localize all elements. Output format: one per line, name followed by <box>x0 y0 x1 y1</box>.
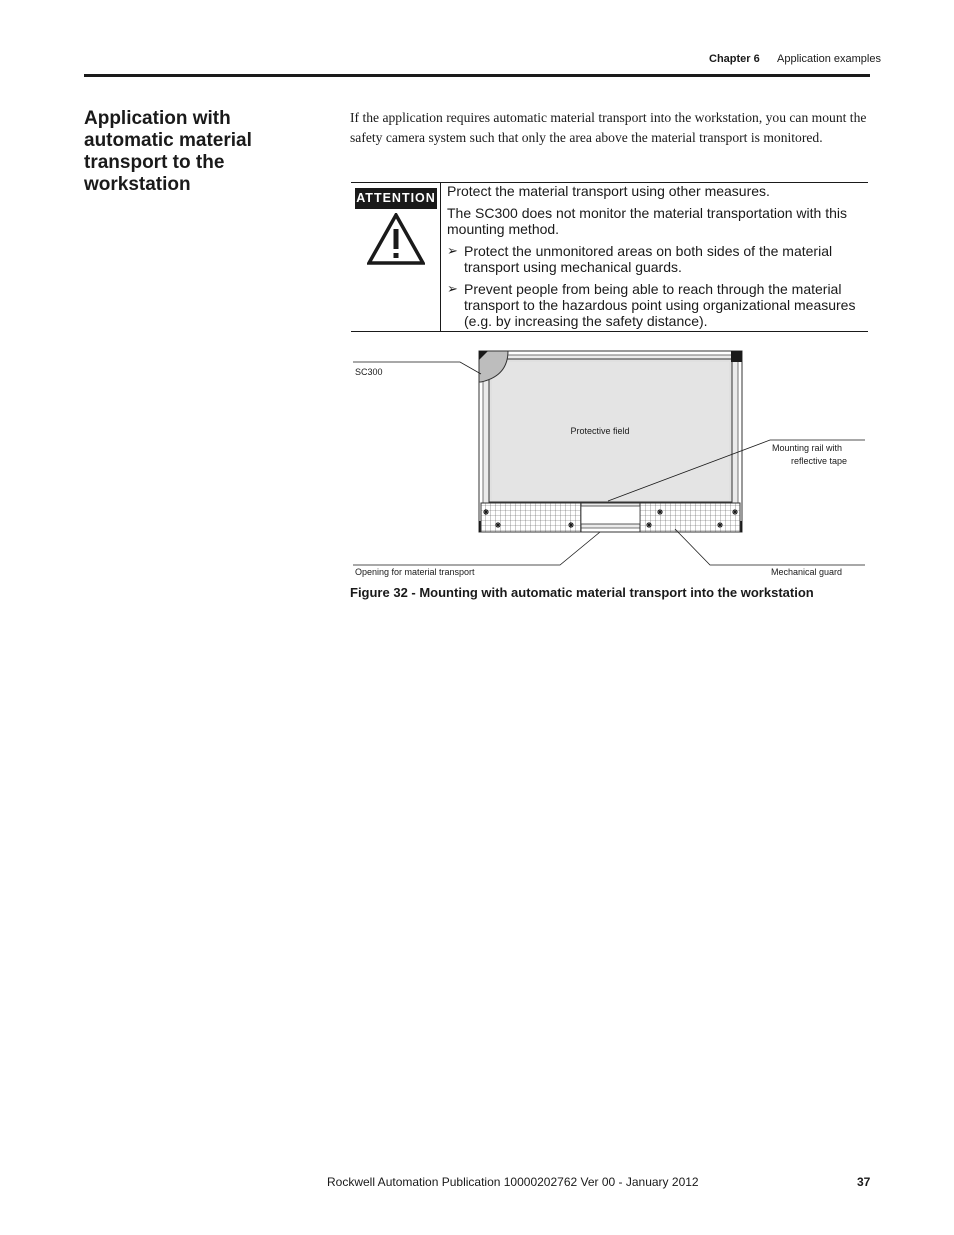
arrow-bullet-icon: ➢ <box>447 243 458 258</box>
section-label: Application examples <box>777 53 881 65</box>
warning-triangle-icon <box>367 213 425 270</box>
attention-divider <box>440 183 441 331</box>
page-number: 37 <box>857 1175 871 1189</box>
material-opening <box>581 506 640 524</box>
header-rule <box>84 74 870 77</box>
arrow-bullet-icon: ➢ <box>447 281 458 296</box>
attention-text <box>447 183 867 335</box>
bullet-text: Prevent people from being able to reach through the material transport to the hazardous point using organizational measures (e.g. by increasing the safety distance). <box>464 281 856 329</box>
protective-field-label: Protective field <box>570 426 630 436</box>
opening-label: Opening for material transport <box>355 567 475 577</box>
footer-publication: Rockwell Automation Publication 10000202762 Ver 00 - January 2012 <box>327 1175 699 1189</box>
attention-box <box>351 182 868 332</box>
attention-line1: Protect the material transport using other measures. <box>447 183 770 199</box>
mechanical-guard-right <box>640 503 740 532</box>
attention-line2: The SC300 does not monitor the material transportation with this mounting method. <box>447 205 847 237</box>
bullet-text: Protect the unmonitored areas on both sides of the material transport using mechanical guards. <box>464 243 833 275</box>
attention-bullet <box>447 243 867 275</box>
chapter-label: Chapter 6 <box>709 53 760 65</box>
mounting-rail-label: Mounting rail with <box>771 443 842 453</box>
figure-caption: Figure 32 - Mounting with automatic material transport into the workstation <box>350 585 814 600</box>
section-title: Application with automatic material transport to the workstation <box>84 108 252 195</box>
figure-32 <box>350 340 870 585</box>
mechanical-guard-label: Mechanical guard <box>771 567 843 577</box>
intro-paragraph: If the application requires automatic material transport into the workstation, you can mount the safety camera system such that only the area above the material transport is monitored. <box>350 110 867 145</box>
mounting-rail-label-2: reflective tape <box>790 456 847 466</box>
mechanical-guard-left <box>481 503 581 532</box>
attention-bullet <box>447 281 867 329</box>
attention-badge: ATTENTION <box>355 188 437 209</box>
sc300-label: SC300 <box>355 367 383 377</box>
